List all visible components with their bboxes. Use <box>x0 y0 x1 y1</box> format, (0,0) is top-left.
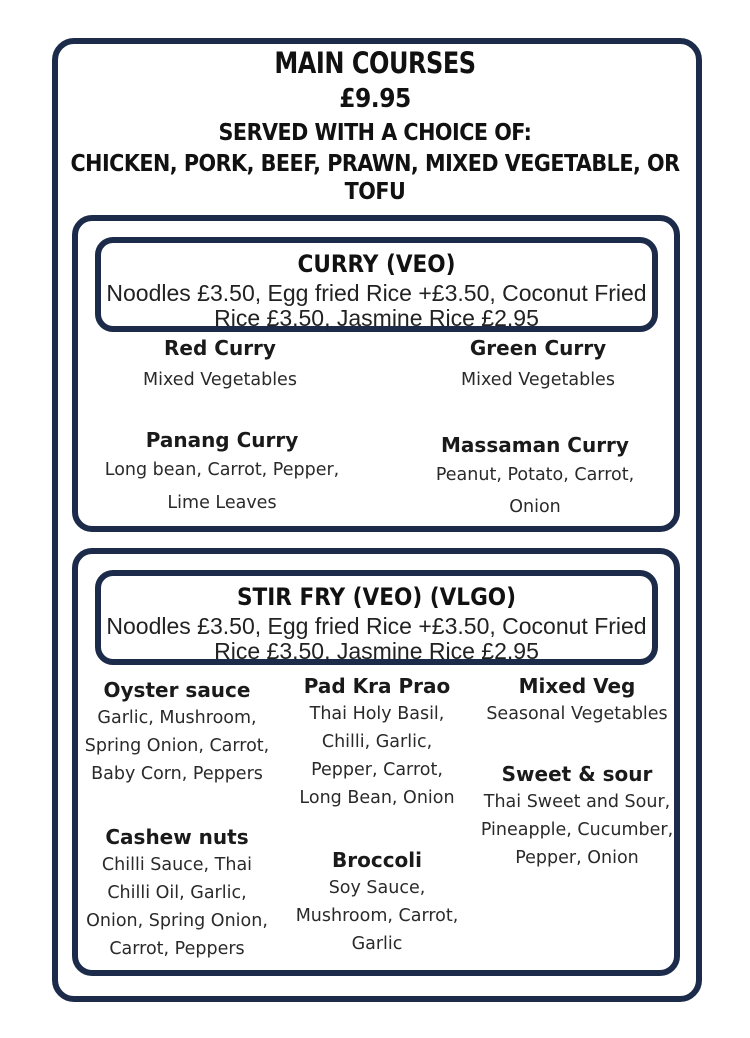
page-title: MAIN COURSES <box>274 46 476 80</box>
dish-broccoli <box>290 848 464 958</box>
price: £9.95 <box>339 84 411 114</box>
protein-choices: CHICKEN, PORK, BEEF, PRAWN, MIXED VEGETABLE, OR TOFU <box>70 151 680 205</box>
dish-desc: Mixed Vegetables <box>461 370 615 390</box>
dish-name: Broccoli <box>331 848 422 872</box>
dish-desc: Thai Sweet and Sour, Pineapple, Cucumber, Pepper, Onion <box>480 792 674 868</box>
dish-sweet-and-sour <box>478 762 676 872</box>
dish-red-curry <box>100 336 340 394</box>
dish-desc: Garlic, Mushroom, Spring Onion, Carrot, Baby Corn, Peppers <box>84 708 270 784</box>
dish-desc: Soy Sauce, Mushroom, Carrot, Garlic <box>295 878 459 954</box>
dish-pad-kra-prao <box>290 674 464 812</box>
dish-massaman-curry <box>410 433 660 523</box>
dish-name: Massaman Curry <box>441 433 629 457</box>
stir-fry-title: STIR FRY (VEO) (VLGO) <box>237 583 516 611</box>
curry-sides-note: Noodles £3.50, Egg fried Rice +£3.50, Coconut Fried Rice £3.50, Jasmine Rice £2.95 <box>106 280 647 331</box>
dish-green-curry <box>418 336 658 394</box>
dish-desc: Peanut, Potato, Carrot, Onion <box>435 465 635 517</box>
dish-name: Green Curry <box>469 336 607 360</box>
dish-name: Red Curry <box>164 336 276 360</box>
dish-mixed-veg <box>478 674 676 728</box>
dish-desc: Long bean, Carrot, Pepper, Lime Leaves <box>104 460 340 513</box>
dish-name: Panang Curry <box>145 428 299 452</box>
served-with-subtitle: SERVED WITH A CHOICE OF: <box>218 120 532 146</box>
dish-desc: Chilli Sauce, Thai Chilli Oil, Garlic, Onion, Spring Onion, Carrot, Peppers <box>86 855 268 959</box>
dish-panang-curry <box>82 428 362 520</box>
dish-name: Pad Kra Prao <box>303 674 451 698</box>
stir-fry-sides-note: Noodles £3.50, Egg fried Rice +£3.50, Coconut Fried Rice £3.50, Jasmine Rice £2.95 <box>106 613 647 664</box>
dish-oyster-sauce <box>78 678 276 788</box>
dish-name: Mixed Veg <box>518 674 636 698</box>
dish-desc: Thai Holy Basil, Chilli, Garlic, Pepper, Carrot, Long Bean, Onion <box>299 704 455 808</box>
dish-name: Oyster sauce <box>103 678 251 702</box>
dish-name: Cashew nuts <box>105 825 249 849</box>
dish-desc: Mixed Vegetables <box>143 370 297 390</box>
dish-name: Sweet & sour <box>501 762 653 786</box>
curry-title: CURRY (VEO) <box>297 250 456 278</box>
dish-desc: Seasonal Vegetables <box>486 704 668 724</box>
dish-cashew-nuts <box>78 825 276 963</box>
